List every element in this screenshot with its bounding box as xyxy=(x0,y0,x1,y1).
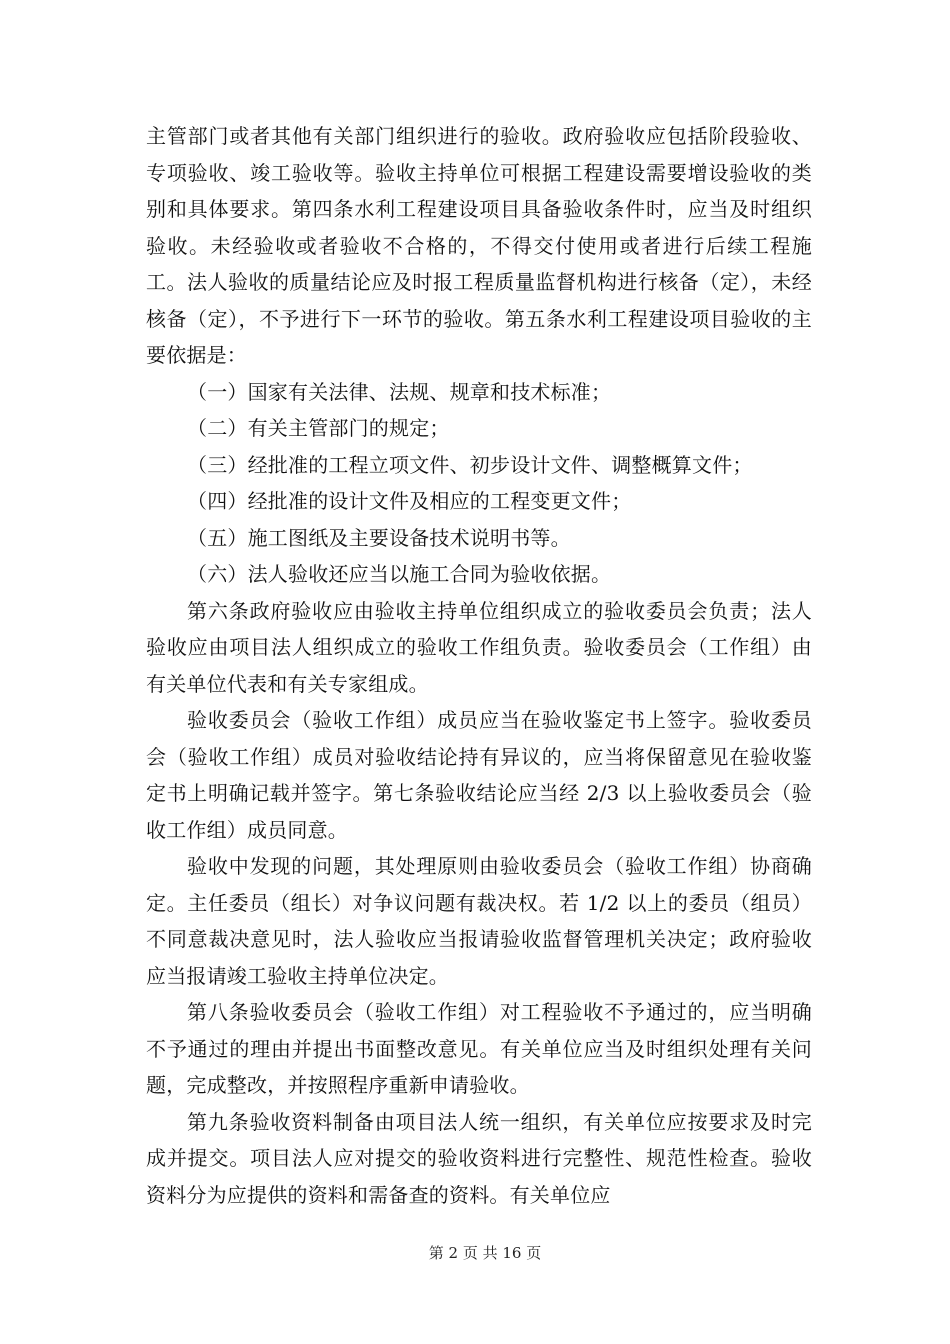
paragraph-continuation: 主管部门或者其他有关部门组织进行的验收。政府验收应包括阶段验收、专项验收、竣工验收等。验收主持单位可根据工程建设需要增设验收的类别和具体要求。第四条水利工程建设项目具备验收条件时，应当及时组织验收。未经验收或者验收不合格的，不得交付使用或者进行后续工程施工。法人验收的质量结论应及时报工程质量监督机构进行核备（定），未经核备（定），不予进行下一环节的验收。第五条水利工程建设项目验收的主要依据是： xyxy=(146,124,812,367)
page-number: 第 2 页 共 16 页 xyxy=(428,1244,542,1262)
paragraph-signature: 验收委员会（验收工作组）成员应当在验收鉴定书上签字。验收委员会（验收工作组）成员对验收结论持有异议的，应当将保留意见在验收鉴定书上明确记载并签字。第七条验收结论应当经 2/3 以上验收委员会（验收工作组）成员同意。 xyxy=(146,708,812,842)
list-item: （一）国家有关法律、法规、规章和技术标准； xyxy=(187,379,612,404)
list-item: （二）有关主管部门的规定； xyxy=(187,416,450,440)
paragraph-disputes: 验收中发现的问题，其处理原则由验收委员会（验收工作组）协商确定。主任委员（组长）对争议问题有裁决权。若 1/2 以上的委员（组员）不同意裁决意见时，法人验收应当报请验收监督管理机关决定；政府验收应当报请竣工验收主持单位决定。 xyxy=(146,854,812,988)
list-item: （四）经批准的设计文件及相应的工程变更文件； xyxy=(187,489,632,513)
list-item: （三）经批准的工程立项文件、初步设计文件、调整概算文件； xyxy=(187,452,753,477)
paragraph-article-6: 第六条政府验收应由验收主持单位组织成立的验收委员会负责；法人验收应由项目法人组织成立的验收工作组负责。验收委员会（工作组）由有关单位代表和有关专家组成。 xyxy=(146,598,812,696)
list-item: （六）法人验收还应当以施工合同为验收依据。 xyxy=(187,562,612,586)
paragraph-article-8: 第八条验收委员会（验收工作组）对工程验收不予通过的，应当明确不予通过的理由并提出书面整改意见。有关单位应当及时组织处理有关问题，完成整改，并按照程序重新申请验收。 xyxy=(146,1000,812,1097)
list-item: （五）施工图纸及主要设备技术说明书等。 xyxy=(187,525,571,550)
page-footer xyxy=(0,1242,950,1263)
document-body xyxy=(146,118,812,1213)
paragraph-article-9: 第九条验收资料制备由项目法人统一组织，有关单位应按要求及时完成并提交。项目法人应对提交的验收资料进行完整性、规范性检查。验收资料分为应提供的资料和需备查的资料。有关单位应 xyxy=(146,1109,812,1207)
